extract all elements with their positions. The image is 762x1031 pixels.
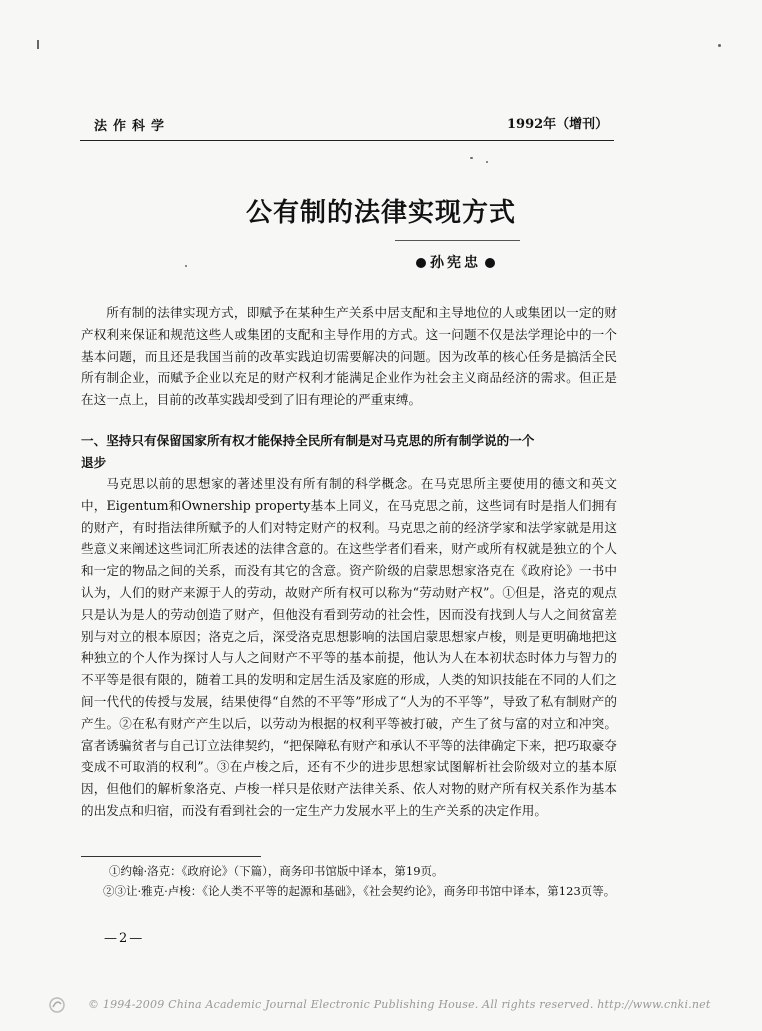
intro-paragraph — [81, 302, 617, 411]
page-number: —2— — [104, 931, 145, 946]
cnki-logo-icon — [48, 996, 66, 1014]
scan-speck — [486, 161, 488, 163]
bullet-icon — [416, 258, 426, 268]
header-rule — [80, 140, 614, 141]
journal-name: 法作科学 — [94, 119, 171, 134]
scan-speck — [718, 44, 721, 47]
author-line — [412, 252, 499, 272]
body-text: 马克思以前的思想家的著述里没有所有制的科学概念。在马克思所主要使用的德文和英文中，Eigentum和Ownership property基本上同义，在马克思之前，这些词有时是指人们拥有的财产，有时指法律所赋予的人们对特定财产的权利。马克思之前的经济学家和法学家就是用这些意义来阐述这些词汇所表述的法律含意的。在这些学者们看来，财产或所有权就是独立的个人和一定的物品之间的关系，而没有其它的含意。资产阶级的启蒙思想家洛克在《政府论》一书中认为，人们的财产来源于人的劳动，故财产所有权可以称为“劳动财产权”。①但是，洛克的观点只是认为是人的劳动创造了财产，但他没有看到劳动的社会性，因而没有找到人与人之间贫富差别与对立的根本原因；洛克之后，深受洛克思想影响的法国启蒙思想家卢梭，则是更明确地把这种独立的个人作为探讨人与人之间财产不平等的基本前提，他认为人在本初状态时体力与智力的不平等是很有限的，随着工具的发明和定居生活及家庭的形成，人类的知识技能在不同的人们之间一代代的传授与发展，结果使得“自然的不平等”形成了“人为的不平等”，导致了私有制财产的产生。②在私有财产产生以后，以劳动为根据的权利平等被打破，产生了贫与富的对立和冲突。富者诱骗贫者与自己订立法律契约，“把保障私有财产和承认不平等的法律确定下来，把巧取豪夺变成不可取消的权利”。③在卢梭之后，还有不少的进步思想家试图解析社会阶级对立的基本原因，但他们的解析象洛克、卢梭一样只是依财产法律关系、依人对物的财产所有权关系作为基本的出发点和归宿，而没有看到社会的一定生产力发展水平上的生产关系的决定作用。 — [81, 476, 617, 818]
section-heading: 一、坚持只有保留国家所有权才能保持全民所有制是对马克思的所有制学说的一个 — [81, 433, 535, 448]
footnote-1: ①约翰·洛克：《政府论》（下篇），商务印书馆版中译本，第19页。 — [109, 864, 444, 878]
bullet-icon — [485, 258, 495, 268]
section-heading-continued: 退步 — [81, 455, 107, 470]
title-underline — [395, 240, 520, 241]
intro-text: 所有制的法律实现方式，即赋予在某种生产关系中居支配和主导地位的人或集团以一定的财产权利来保证和规范这些人或集团的支配和主导作用的方式。这一问题不仅是法学理论中的一个基本问题，而且还是我国当前的改革实践迫切需要解决的问题。因为改革的核心任务是搞活全民所有制企业，而赋予企业以充足的财产权利才能满足企业作为社会主义商品经济的需求。但正是在这一点上，目前的改革实践却受到了旧有理论的严重束缚。 — [81, 305, 617, 408]
scan-speck — [470, 157, 473, 159]
issue-label: 1992年（增刊） — [507, 117, 609, 132]
footnote-rule — [81, 856, 261, 857]
copyright-footer: © 1994-2009 China Academic Journal Electronic Publishing House. All rights reserved. http://www.cnki.net — [88, 998, 711, 1011]
body-paragraph — [81, 473, 617, 822]
author-name: 孙宪忠 — [430, 255, 481, 271]
footnote-2: ②③让·雅克·卢梭：《论人类不平等的起源和基础》，《社会契约论》，商务印书馆中译本，第123页等。 — [103, 884, 616, 898]
article-title: 公有制的法律实现方式 — [245, 198, 516, 228]
scan-speck — [185, 265, 187, 267]
scan-speck — [37, 40, 39, 49]
